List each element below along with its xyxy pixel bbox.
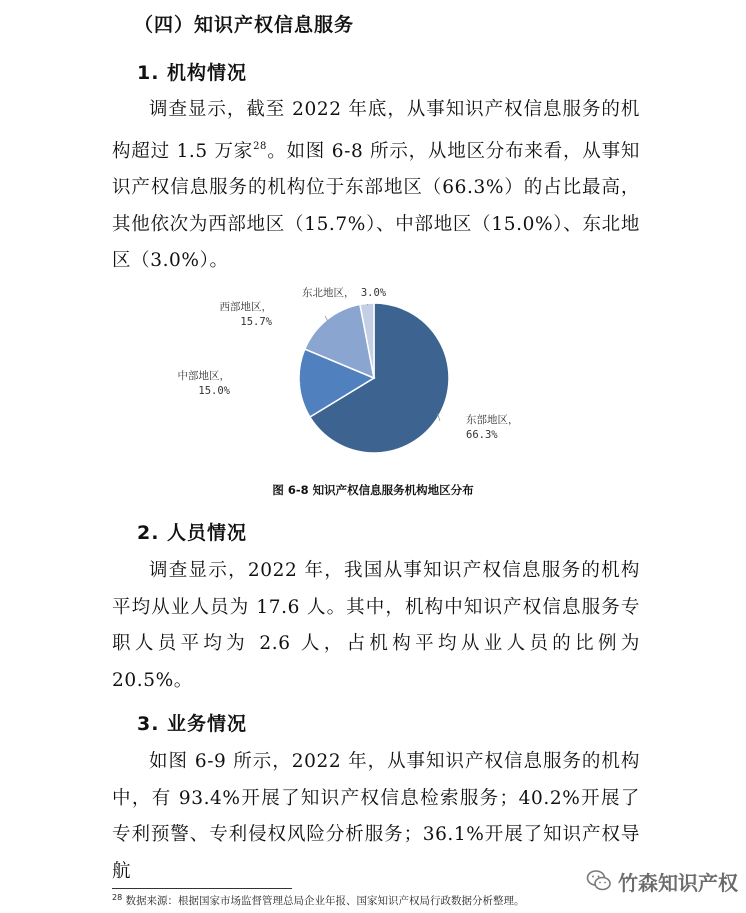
pie-leader-1	[300, 383, 301, 384]
paragraph-institutions-text-b: 。如图 6-8 所示，从地区分布来看，从事知识产权信息服务的机构位于东部地区（66.3%）的占比最高，其他依次为西部地区（15.7%）、中部地区（15.0%）、东北地区（3.0%）。	[112, 140, 640, 271]
wechat-icon	[586, 868, 612, 894]
pie-label-1: 中部地区， 15.0%	[177, 370, 230, 397]
footnote-number: 28	[112, 893, 123, 902]
subheading-institutions: 1. 机构情况	[137, 62, 248, 84]
footnote-text: 数据来源：根据国家市场监督管理总局企业年报、国家知识产权局行政数据分析整理。	[125, 895, 525, 907]
pie-chart	[177, 283, 570, 463]
footnote	[112, 893, 525, 908]
footnote-ref[interactable]: 28	[253, 140, 267, 152]
pie-label-0: 东部地区， 66.3%	[466, 414, 519, 441]
paragraph-business: 如图 6-9 所示，2022 年，从事知识产权信息服务的机构中，有 93.4%开展了知识产权信息检索服务；40.2%开展了专利预警、专利侵权风险分析服务；36.1%开展了知识产权导航	[112, 751, 640, 882]
watermark-text: 竹森知识产权	[618, 870, 738, 895]
pie-label-2: 西部地区， 15.7%	[219, 301, 272, 328]
subheading-business: 3. 业务情况	[137, 713, 248, 735]
pie-label-3: 东北地区， 3.0%	[302, 287, 387, 299]
footnote-divider	[112, 888, 292, 889]
paragraph-institutions-text-a: 调查显示，截至 2022 年底，从事知识产权信息服务的机构超过 1.5 万家	[112, 99, 640, 162]
section-heading: （四）知识产权信息服务	[134, 14, 355, 36]
watermark	[586, 866, 738, 896]
paragraph-staff: 调查显示，2022 年，我国从事知识产权信息服务的机构平均从业人员为 17.6 人。其中，机构中知识产权信息服务专职人员平均为 2.6 人，占机构平均从业人员的比例为 20.5%。	[112, 560, 640, 691]
subheading-staff: 2. 人员情况	[137, 522, 248, 544]
paragraph-institutions	[112, 92, 640, 280]
figure-caption: 图 6-8 知识产权信息服务机构地区分布	[272, 483, 474, 497]
